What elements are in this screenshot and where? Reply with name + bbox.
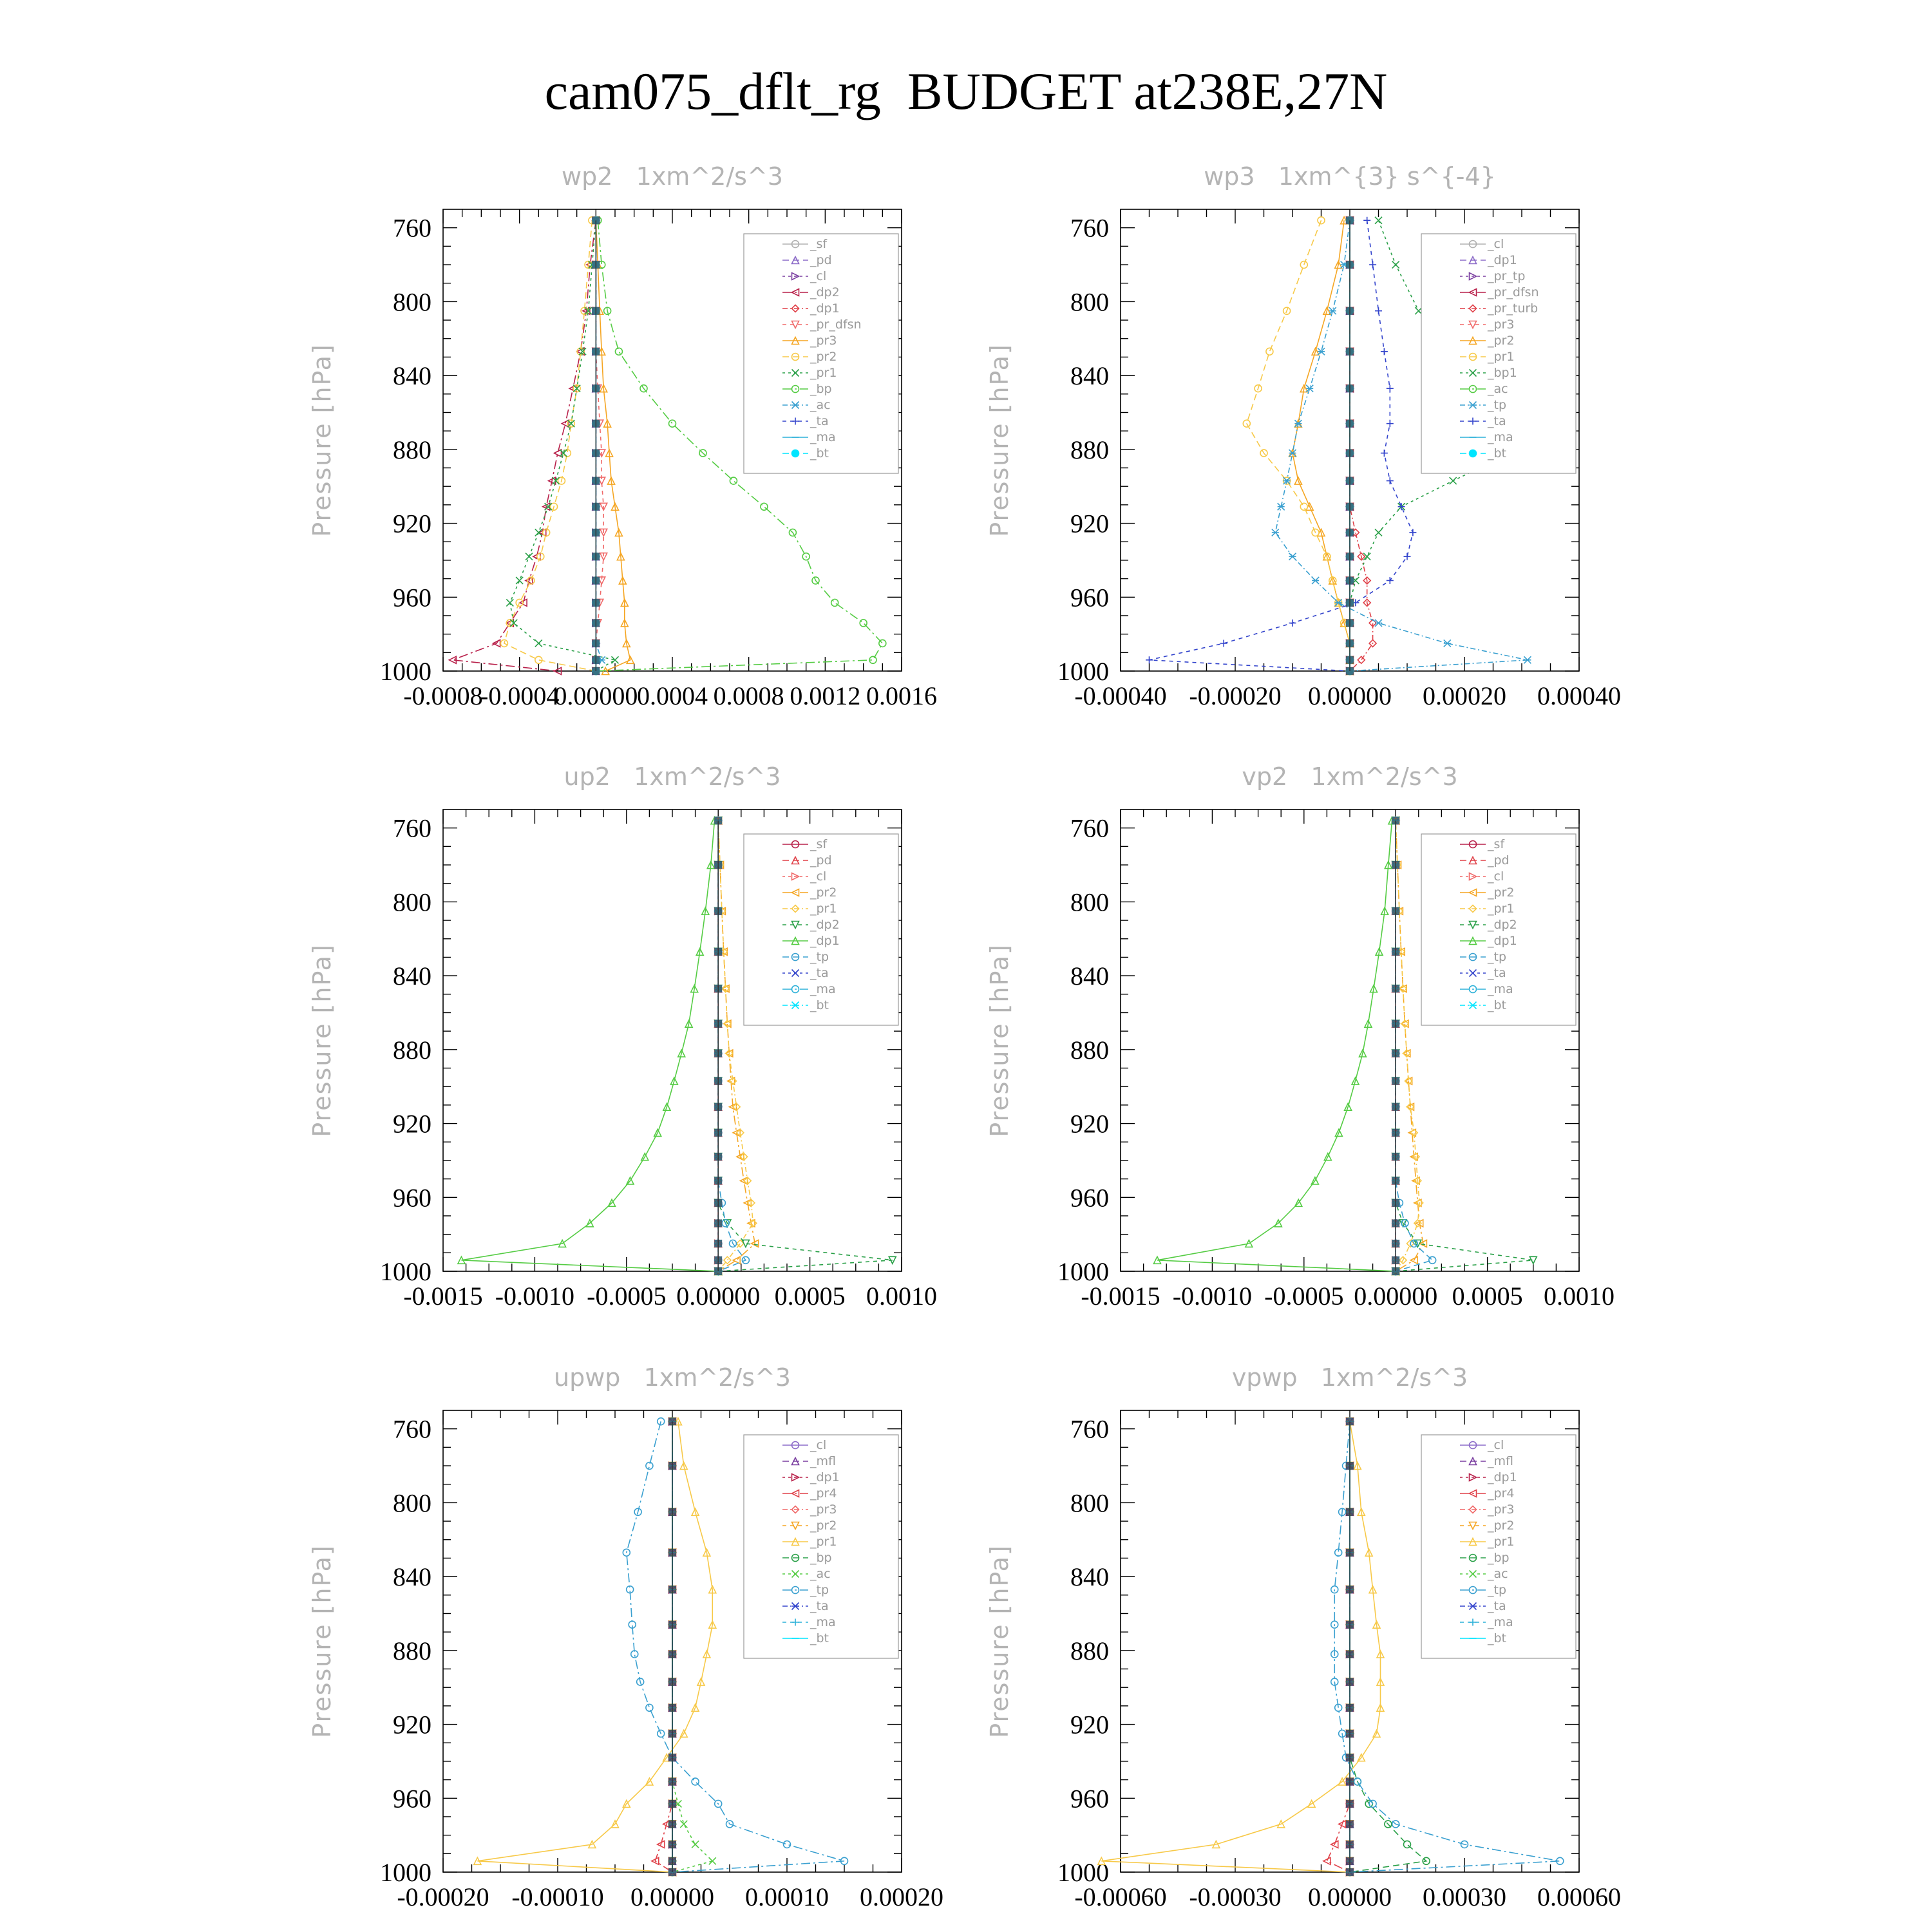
x-tick-label: -0.0015 bbox=[1081, 1282, 1160, 1311]
y-tick-label: 800 bbox=[393, 1488, 431, 1518]
x-tick-label: 0.0008 bbox=[713, 681, 784, 710]
x-tick-label: 0.00020 bbox=[860, 1882, 943, 1911]
x-tick-label: -0.0010 bbox=[1172, 1282, 1253, 1311]
legend-label: _ta bbox=[810, 414, 829, 428]
legend-label: _bt bbox=[1488, 998, 1507, 1012]
legend-label: _ma bbox=[1488, 982, 1513, 996]
legend-label: _ac bbox=[810, 1567, 831, 1581]
y-tick-label: 840 bbox=[393, 361, 431, 391]
y-tick-label: 760 bbox=[1070, 813, 1109, 843]
zero-marker-column bbox=[1346, 1417, 1354, 1876]
y-tick-label: 960 bbox=[393, 1784, 431, 1814]
legend-label: _bp1 bbox=[1488, 366, 1517, 380]
y-tick-label: 880 bbox=[1070, 1035, 1109, 1065]
y-tick-label: 840 bbox=[393, 961, 431, 991]
legend-label: _cl bbox=[810, 1438, 827, 1452]
y-tick-label: 840 bbox=[1070, 961, 1109, 991]
y-tick-label: 800 bbox=[1070, 287, 1109, 317]
legend-label: _bt bbox=[810, 1631, 829, 1645]
legend-label: _ma bbox=[810, 982, 836, 996]
legend-label: _dp1 bbox=[1488, 934, 1517, 948]
x-tick-label: 0.00060 bbox=[1537, 1882, 1621, 1911]
y-tick-label: 800 bbox=[1070, 1488, 1109, 1518]
y-tick-label: 920 bbox=[393, 509, 431, 538]
x-tick-label: 0.00030 bbox=[1423, 1882, 1506, 1911]
y-tick-label: 880 bbox=[1070, 1636, 1109, 1665]
x-tick-label: 0.0004 bbox=[637, 681, 708, 710]
y-axis-label: Pressure [hPa] bbox=[308, 343, 336, 537]
legend-label: _dp1 bbox=[1488, 253, 1517, 267]
y-tick-label: 960 bbox=[393, 583, 431, 612]
legend-label: _cl bbox=[1488, 1438, 1504, 1452]
legend-label: _bt bbox=[1488, 1631, 1507, 1645]
legend-label: _pr2 bbox=[1488, 334, 1515, 348]
y-tick-label: 960 bbox=[1070, 583, 1109, 612]
y-tick-label: 760 bbox=[393, 813, 431, 843]
legend-label: _dp1 bbox=[810, 1470, 840, 1484]
x-tick-label: 0.00000 bbox=[554, 681, 638, 710]
legend-label: _pd bbox=[810, 853, 832, 867]
legend-label: _tp bbox=[810, 950, 829, 964]
legend-label: _ta bbox=[810, 966, 829, 980]
x-tick-label: 0.0005 bbox=[1452, 1282, 1523, 1311]
y-tick-label: 960 bbox=[1070, 1183, 1109, 1213]
y-tick-label: 960 bbox=[1070, 1784, 1109, 1814]
x-tick-label: -0.0005 bbox=[587, 1282, 667, 1311]
legend-label: _ta bbox=[1488, 1599, 1506, 1613]
legend-label: _bt bbox=[1488, 446, 1507, 460]
legend-label: _pr3 bbox=[810, 1502, 837, 1517]
legend bbox=[1421, 1435, 1576, 1658]
x-tick-label: 0.00020 bbox=[1423, 681, 1506, 710]
legend-label: _pr2 bbox=[810, 886, 837, 900]
legend-label: _pr1 bbox=[1488, 1535, 1515, 1549]
y-tick-label: 840 bbox=[393, 1562, 431, 1592]
x-tick-label: 0.00000 bbox=[1308, 1882, 1392, 1911]
legend-label: _pr2 bbox=[1488, 886, 1515, 900]
y-tick-label: 800 bbox=[1070, 887, 1109, 917]
y-tick-label: 880 bbox=[393, 1636, 431, 1665]
y-tick-label: 920 bbox=[1070, 1710, 1109, 1739]
legend-label: _pd bbox=[810, 253, 832, 267]
x-tick-label: 0.0016 bbox=[866, 681, 937, 710]
legend-label: _sf bbox=[810, 837, 828, 851]
legend-label: _tp bbox=[810, 1583, 829, 1597]
legend-label: _pr1 bbox=[810, 1535, 837, 1549]
legend-label: _pr_tp bbox=[1488, 269, 1526, 283]
data-point bbox=[1323, 1857, 1331, 1864]
y-tick-label: 960 bbox=[393, 1183, 431, 1213]
legend-label: _ta bbox=[1488, 966, 1506, 980]
y-tick-label: 1000 bbox=[380, 1858, 431, 1887]
x-tick-label: -0.0010 bbox=[495, 1282, 575, 1311]
legend-label: _dp1 bbox=[810, 301, 840, 316]
y-tick-label: 920 bbox=[1070, 509, 1109, 538]
x-tick-label: -0.00030 bbox=[1189, 1882, 1282, 1911]
legend-label: _pr3 bbox=[1488, 317, 1515, 332]
x-tick-label: -0.0004 bbox=[480, 681, 560, 710]
y-tick-label: 1000 bbox=[380, 657, 431, 686]
panel-title: wp2 1xm^2/s^3 bbox=[562, 162, 783, 191]
y-tick-label: 920 bbox=[1070, 1109, 1109, 1139]
series-line-pr1 bbox=[1101, 1421, 1380, 1872]
legend-label: _tp bbox=[1488, 1583, 1507, 1597]
legend-label: _ac bbox=[810, 398, 831, 412]
data-point bbox=[1404, 1841, 1411, 1848]
legend-label: _pr_turb bbox=[1488, 301, 1539, 316]
legend-label: _pr_dfsn bbox=[810, 317, 862, 332]
legend-label: _bt bbox=[810, 446, 829, 460]
y-tick-label: 880 bbox=[1070, 435, 1109, 464]
x-tick-label: -0.00020 bbox=[1189, 681, 1282, 710]
y-tick-label: 920 bbox=[393, 1109, 431, 1139]
panel-title: vpwp 1xm^2/s^3 bbox=[1231, 1363, 1468, 1392]
legend-label: _cl bbox=[810, 269, 827, 283]
y-tick-label: 840 bbox=[1070, 361, 1109, 391]
y-tick-label: 760 bbox=[1070, 213, 1109, 243]
legend-label: _dp2 bbox=[810, 918, 840, 932]
y-tick-label: 800 bbox=[393, 287, 431, 317]
legend-label: _dp2 bbox=[1488, 918, 1517, 932]
legend-label: _pr3 bbox=[810, 334, 837, 348]
legend-label: _bt bbox=[810, 998, 829, 1012]
x-tick-label: -0.0005 bbox=[1264, 1282, 1344, 1311]
series-line-bp bbox=[1350, 1421, 1426, 1872]
legend-label: _tp bbox=[1488, 398, 1507, 412]
legend-label: _mfl bbox=[1488, 1454, 1513, 1468]
legend-label: _cl bbox=[1488, 869, 1504, 884]
y-tick-label: 880 bbox=[393, 1035, 431, 1065]
panel-title: upwp 1xm^2/s^3 bbox=[554, 1363, 791, 1392]
legend-label: _pr2 bbox=[1488, 1519, 1515, 1533]
y-tick-label: 1000 bbox=[1057, 657, 1109, 686]
x-tick-label: -0.0015 bbox=[403, 1282, 483, 1311]
legend-label: _sf bbox=[1488, 837, 1505, 851]
page-title: cam075_dflt_rg BUDGET at238E,27N bbox=[544, 62, 1388, 120]
legend-label: _pr1 bbox=[810, 366, 837, 380]
legend-label: _pr1 bbox=[1488, 902, 1515, 916]
x-tick-label: 0.00000 bbox=[1354, 1282, 1438, 1311]
legend-label: _bp bbox=[1488, 1551, 1510, 1565]
legend-label: _pd bbox=[1488, 853, 1510, 867]
y-axis-label: Pressure [hPa] bbox=[985, 343, 1014, 537]
legend-label: _ac bbox=[1488, 382, 1508, 396]
legend-label: _cl bbox=[1488, 237, 1504, 251]
x-tick-label: 0.00000 bbox=[676, 1282, 761, 1311]
x-tick-label: -0.00040 bbox=[1074, 681, 1167, 710]
x-tick-label: 0.0010 bbox=[866, 1282, 937, 1311]
panel-title: up2 1xm^2/s^3 bbox=[564, 762, 781, 791]
y-tick-label: 760 bbox=[393, 213, 431, 243]
x-tick-label: 0.0005 bbox=[774, 1282, 846, 1311]
legend-label: _ma bbox=[810, 430, 836, 444]
legend-label: _pr1 bbox=[810, 902, 837, 916]
y-tick-label: 840 bbox=[1070, 1562, 1109, 1592]
y-tick-label: 760 bbox=[393, 1414, 431, 1444]
x-tick-label: 0.00040 bbox=[1537, 681, 1621, 710]
panel-title: vp2 1xm^2/s^3 bbox=[1242, 762, 1458, 791]
y-tick-label: 920 bbox=[393, 1710, 431, 1739]
legend-label: _ma bbox=[1488, 430, 1513, 444]
y-tick-label: 1000 bbox=[1057, 1858, 1109, 1887]
legend-label: _sf bbox=[810, 237, 828, 251]
legend-label: _cl bbox=[810, 869, 827, 884]
legend-label: _ma bbox=[1488, 1615, 1513, 1629]
panel-title: wp3 1xm^{3} s^{-4} bbox=[1204, 162, 1496, 191]
x-tick-label: 0.00010 bbox=[745, 1882, 829, 1911]
legend-label: _pr1 bbox=[1488, 350, 1515, 364]
legend-label: _tp bbox=[1488, 950, 1507, 964]
x-tick-label: 0.00000 bbox=[630, 1882, 714, 1911]
legend-label: _pr2 bbox=[810, 350, 837, 364]
legend-label: _ta bbox=[1488, 414, 1506, 428]
series-pr1 bbox=[1098, 1418, 1384, 1876]
y-axis-label: Pressure [hPa] bbox=[308, 1544, 336, 1738]
legend-label: _ac bbox=[1488, 1567, 1508, 1581]
legend-label: _pr4 bbox=[1488, 1486, 1515, 1501]
y-axis-label: Pressure [hPa] bbox=[985, 943, 1014, 1137]
legend-label: _ta bbox=[810, 1599, 829, 1613]
legend-label: _dp1 bbox=[810, 934, 840, 948]
x-tick-label: -0.00020 bbox=[397, 1882, 489, 1911]
y-axis-label: Pressure [hPa] bbox=[985, 1544, 1014, 1738]
x-tick-label: 0.0012 bbox=[790, 681, 861, 710]
legend-label: _bp bbox=[810, 1551, 832, 1565]
legend-label: _mfl bbox=[810, 1454, 836, 1468]
legend-label: _pr4 bbox=[810, 1486, 837, 1501]
legend-label: _dp1 bbox=[1488, 1470, 1517, 1484]
y-tick-label: 880 bbox=[393, 435, 431, 464]
y-tick-label: 760 bbox=[1070, 1414, 1109, 1444]
legend-label: _pr2 bbox=[810, 1519, 837, 1533]
legend-label: _pr3 bbox=[1488, 1502, 1515, 1517]
y-tick-label: 800 bbox=[393, 887, 431, 917]
y-tick-label: 1000 bbox=[1057, 1257, 1109, 1286]
y-tick-label: 1000 bbox=[380, 1257, 431, 1286]
legend-label: _bp bbox=[810, 382, 832, 396]
x-tick-label: -0.0008 bbox=[403, 681, 483, 710]
legend-label: _dp2 bbox=[810, 285, 840, 299]
legend-label: _ma bbox=[810, 1615, 836, 1629]
x-tick-label: 0.0010 bbox=[1544, 1282, 1615, 1311]
x-tick-label: -0.00010 bbox=[511, 1882, 604, 1911]
legend-label: _pr_dfsn bbox=[1488, 285, 1539, 299]
y-axis-label: Pressure [hPa] bbox=[308, 943, 336, 1137]
x-tick-label: 0.00000 bbox=[1308, 681, 1392, 710]
x-tick-label: -0.00060 bbox=[1074, 1882, 1167, 1911]
